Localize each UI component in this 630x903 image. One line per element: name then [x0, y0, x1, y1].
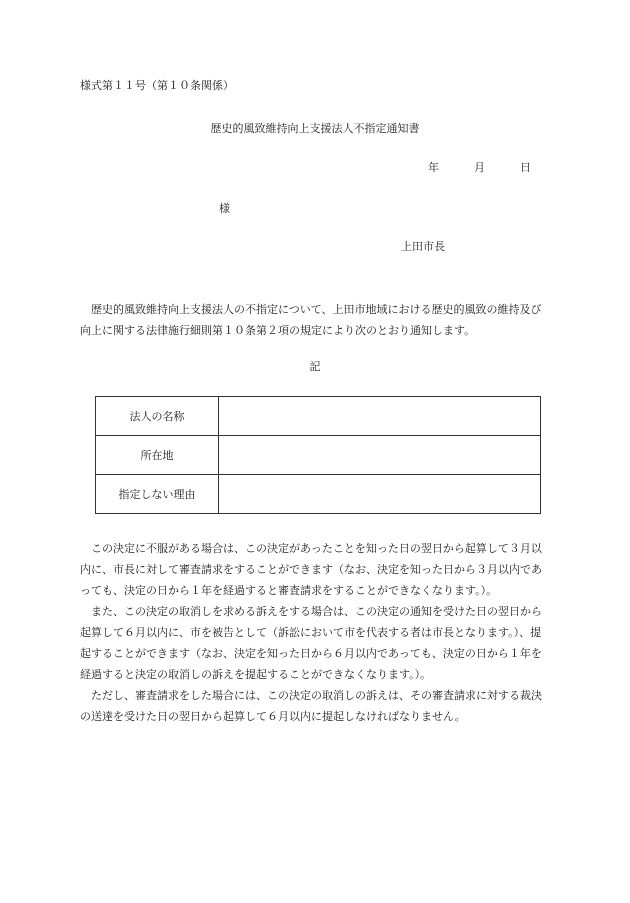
row-label-address: 所在地 [96, 436, 219, 475]
note-appeal: この決定に不服がある場合は、この決定があったことを知った日の翌日から起算して３月以内に、市長に対して審査請求をすることができます（なお、決定を知った日から３月以内であっても、決定の日から１年を経過すると審査請求をすることができなくなります。）。 [80, 542, 542, 597]
date-day-label: 日 [520, 161, 531, 174]
date-year-label: 年 [428, 161, 439, 174]
date-line [428, 162, 531, 173]
table-row [96, 436, 541, 475]
row-value-corporation-name [219, 397, 541, 436]
table-row [96, 475, 541, 514]
addressee-suffix: 様 [219, 202, 230, 215]
date-month-label: 月 [474, 161, 485, 174]
form-number: 様式第１１号（第１０条関係） [80, 79, 234, 92]
intro-paragraph: 歴史的風致維持向上支援法人の不指定について、上田市地域における歴史的風致の維持及び向上に関する法律施行細則第１０条第２項の規定により次のとおり通知します。 [80, 303, 542, 337]
issuer: 上田市長 [401, 240, 445, 253]
note-lawsuit: また、この決定の取消しを求める訴えをする場合は、この決定の通知を受けた日の翌日から起算して６月以内に、市を被告として（訴訟において市を代表する者は市長となります。）、提起することができます（なお、決定を知った日から６月以内であっても、決定の日から１年を経過すると決定の取消しの訴えを提起することができなくなります。）。 [80, 605, 542, 681]
ki-heading: 記 [309, 360, 321, 373]
row-label-reason: 指定しない理由 [96, 475, 219, 514]
document-title: 歴史的風致維持向上支援法人不指定通知書 [210, 122, 420, 135]
row-label-corporation-name: 法人の名称 [96, 397, 219, 436]
notes-section [80, 538, 550, 727]
row-value-reason [219, 475, 541, 514]
table-row [96, 397, 541, 436]
note-proviso: ただし、審査請求をした場合には、この決定の取消しの訴えは、その審査請求に対する裁決の送達を受けた日の翌日から起算して６月以内に提起しなければなりません。 [80, 689, 542, 723]
info-table [95, 396, 541, 514]
row-value-address [219, 436, 541, 475]
